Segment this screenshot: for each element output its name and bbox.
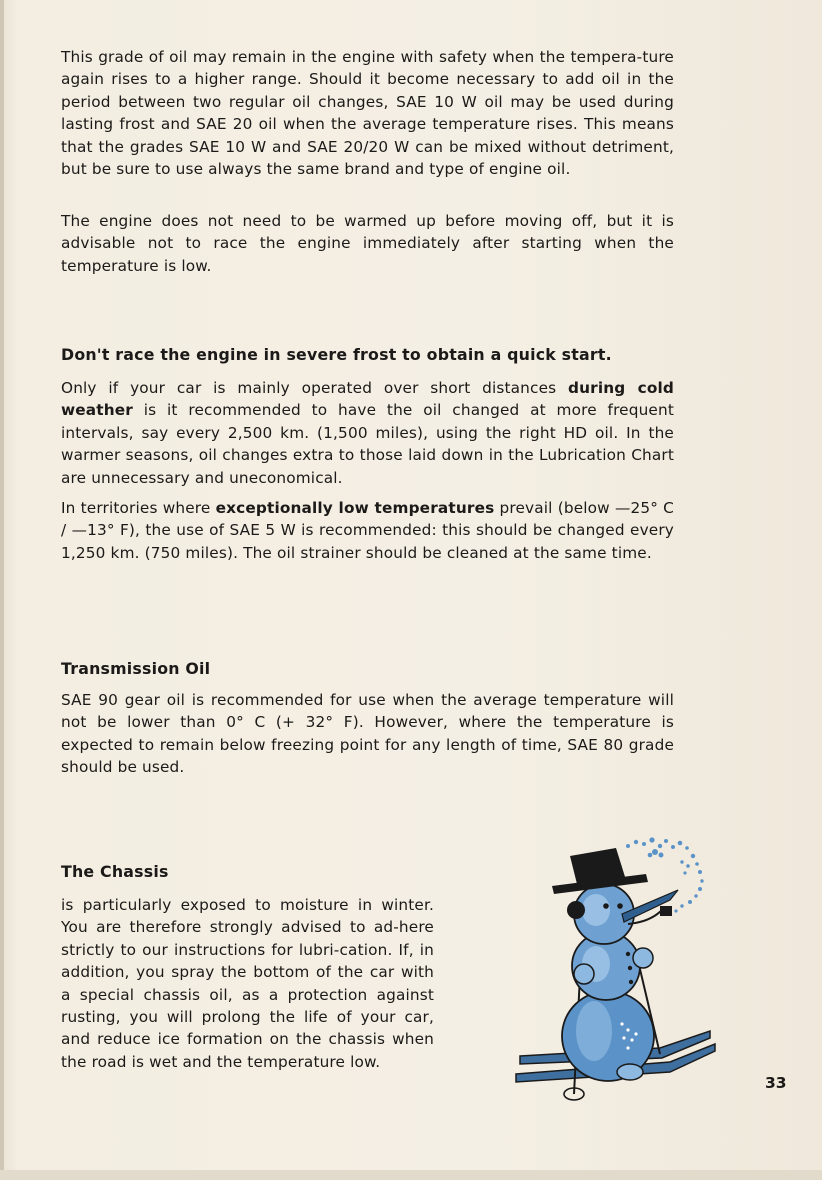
heading-chassis: The Chassis: [61, 862, 169, 881]
paragraph-oil-grade: This grade of oil may remain in the engine with safety when the tempera-ture again rises to a higher range. Should it become necessary to add oil in the period between two regular oil changes, SAE 10 W oil may be used during lasting frost and SAE 20 oil when the average temperature rises. This means that the grades SAE 10 W and SAE 20/20 W can be mixed without detriment, but be sure to use always the same brand and type of engine oil.: [61, 48, 674, 179]
paragraph-chassis: is particularly exposed to moisture in winter. You are therefore strongly advised to ad-here strictly to our instructions for lubri-cation. If, in addition, you spray the bottom of the car with a special chassis oil, as a protection against rusting, you will prolong the life of your car, and reduce ice formation on the chassis when the road is wet and the temperature low.: [61, 896, 434, 1071]
text-run: is it recommended to have the oil changed at more frequent intervals, say every 2,500 km. (1,500 miles), using the right HD oil. In the warmer seasons, oil changes extra to those laid down in the Lubrication Chart are unnecessary and uneconomical.: [61, 401, 674, 487]
snowman-skiing-icon: [510, 826, 725, 1112]
text-run: In territories where: [61, 499, 216, 517]
bold-run: during cold weather: [61, 379, 674, 420]
bold-run: exceptionally low temperatures: [215, 499, 495, 517]
paragraph-low-temperatures: [61, 497, 674, 564]
page-bottom-edge: [0, 1170, 822, 1180]
page-spine-shadow: [0, 0, 4, 1180]
text-run: prevail (below —25° C / —13° F), the use of SAE 5 W is recommended: this should be changed every 1,250 km. (750 miles). The oil strainer should be cleaned at the same time.: [61, 499, 674, 562]
paragraph-transmission-oil: SAE 90 gear oil is recommended for use when the average temperature will not be lower than 0° C (+ 32° F). However, where the temperature is expected to remain below freezing point for any length of time, SAE 80 grade should be used.: [61, 691, 674, 777]
text-run: Only if your car is mainly operated over short distances: [61, 379, 569, 397]
paragraph-warm-up: The engine does not need to be warmed up before moving off, but it is advisable not to race the engine immediately after starting when the temperature is low.: [61, 212, 674, 275]
page-number: 33: [765, 1074, 787, 1092]
heading-transmission-oil: Transmission Oil: [61, 659, 211, 678]
heading-severe-frost: Don't race the engine in severe frost to obtain a quick start.: [61, 345, 612, 364]
paragraph-oil-change-intervals: [61, 377, 674, 489]
